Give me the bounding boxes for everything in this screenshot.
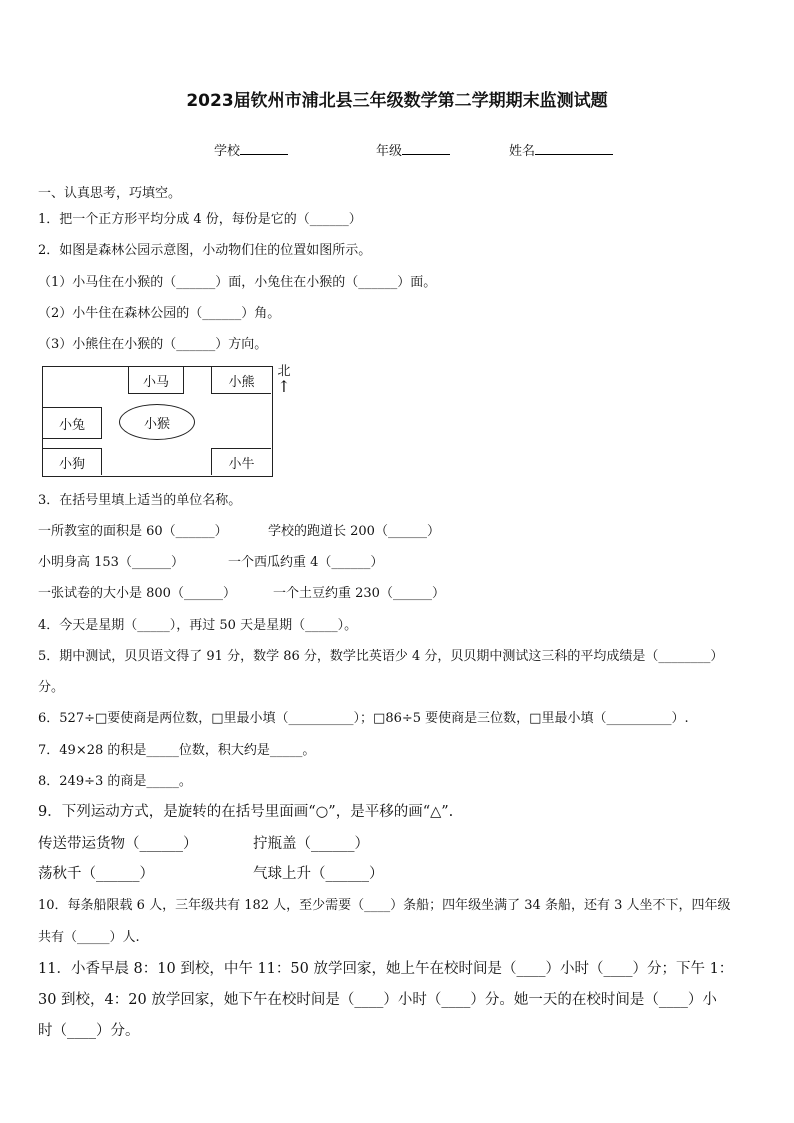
- question-10-cont: 共有（_____）人.: [38, 930, 140, 945]
- north-indicator: [277, 360, 291, 395]
- map-dog: 小狗: [43, 448, 102, 475]
- question-9-b2: 气球上升（______）: [253, 866, 384, 882]
- map-bear: 小熊: [211, 367, 271, 394]
- section-heading: 一、认真思考，巧填空。: [38, 186, 182, 201]
- question-5-cont: 分。: [38, 680, 65, 695]
- question-11-cont2: 时（____）分。: [38, 1023, 140, 1039]
- question-5: 5．期中测试，贝贝语文得了 91 分，数学 86 分，数学比英语少 4 分，贝贝期中测试这三科的平均成绩是（________）: [38, 649, 724, 664]
- name-field: [509, 140, 613, 159]
- question-9-b1: 荡秋千（______）: [38, 866, 154, 882]
- grade-label: 年级: [376, 144, 403, 159]
- question-4: 4．今天是星期（_____），再过 50 天是星期（_____）。: [38, 618, 358, 633]
- school-blank[interactable]: [240, 142, 288, 155]
- map-horse: 小马: [128, 367, 184, 394]
- question-2: 2．如图是森林公园示意图，小动物们住的位置如图所示。: [38, 243, 372, 258]
- question-3-c1: 一张试卷的大小是 800（______）: [38, 586, 236, 601]
- question-2-2: （2）小牛住在森林公园的（______）角。: [38, 306, 281, 321]
- question-11-cont1: 30 到校，4：20 放学回家，她下午在校时间是（____）小时（____）分。她一天的在校时间是（____）小: [38, 992, 717, 1008]
- page-title: 2023届钦州市浦北县三年级数学第二学期期末监测试题: [186, 91, 608, 111]
- question-6: 6．527÷□要使商是两位数，□里最小填（__________）；□86÷5 要使商是三位数，□里最小填（__________）.: [38, 711, 689, 726]
- question-10: 10．每条船限载 6 人，三年级共有 182 人，至少需要（____）条船；四年级坐满了 34 条船，还有 3 人坐不下，四年级: [38, 898, 731, 913]
- school-field: [214, 140, 288, 159]
- grade-field: [376, 140, 450, 159]
- school-label: 学校: [214, 144, 241, 159]
- name-blank[interactable]: [535, 142, 613, 155]
- question-3-a2: 学校的跑道长 200（______）: [268, 524, 440, 539]
- question-11: 11．小香早晨 8：10 到校，中午 11：50 放学回家，她上午在校时间是（____）小时（____）分；下午 1：: [38, 961, 734, 977]
- question-1: 1．把一个正方形平均分成 4 份，每份是它的（______）: [38, 212, 362, 227]
- map-cow: 小牛: [211, 448, 271, 475]
- question-9-a2: 拧瓶盖（______）: [253, 836, 369, 852]
- question-3-a1: 一所教室的面积是 60（______）: [38, 524, 228, 539]
- question-2-1: （1）小马住在小猴的（______）面，小兔住在小猴的（______）面。: [38, 275, 437, 290]
- name-label: 姓名: [509, 144, 536, 159]
- grade-blank[interactable]: [402, 142, 450, 155]
- north-label: 北: [277, 364, 291, 379]
- question-3-c2: 一个土豆约重 230（______）: [273, 586, 445, 601]
- question-8: 8．249÷3 的商是_____。: [38, 774, 192, 789]
- question-7: 7．49×28 的积是_____位数，积大约是_____。: [38, 743, 316, 758]
- question-3: 3．在括号里填上适当的单位名称。: [38, 493, 242, 508]
- map-monkey: 小猴: [119, 404, 195, 440]
- question-9: 9．下列运动方式，是旋转的在括号里面画“○”，是平移的画“△”.: [38, 804, 454, 820]
- forest-park-map: [42, 366, 273, 477]
- question-2-3: （3）小熊住在小猴的（______）方向。: [38, 337, 268, 352]
- north-arrow-icon: ↑: [277, 377, 291, 396]
- question-3-b2: 一个西瓜约重 4（______）: [228, 555, 384, 570]
- map-rabbit: 小兔: [43, 407, 102, 439]
- question-3-b1: 小明身高 153（______）: [38, 555, 184, 570]
- question-9-a1: 传送带运货物（______）: [38, 836, 198, 852]
